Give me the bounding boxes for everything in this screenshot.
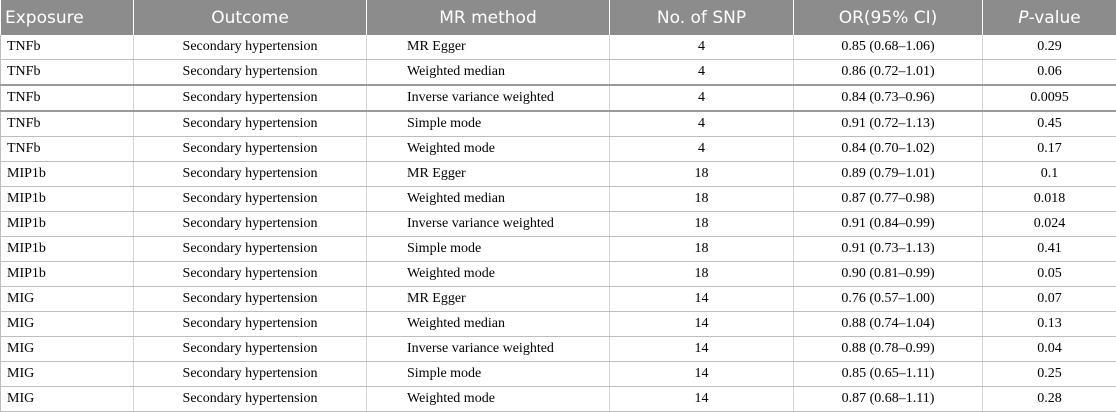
- cell-exposure: MIP1b: [1, 237, 134, 262]
- cell-no-of-snp: 4: [610, 35, 794, 60]
- header-exposure: Exposure: [1, 0, 134, 35]
- cell-exposure: MIP1b: [1, 262, 134, 287]
- table-row: [1, 35, 1116, 60]
- cell-no-of-snp: 14: [610, 337, 794, 362]
- cell-or-ci: 0.84 (0.73–0.96): [794, 85, 983, 111]
- cell-exposure: TNFb: [1, 111, 134, 137]
- table-row: [1, 237, 1116, 262]
- cell-p-value: 0.13: [983, 312, 1116, 337]
- cell-or-ci: 0.86 (0.72–1.01): [794, 60, 983, 86]
- cell-no-of-snp: 18: [610, 262, 794, 287]
- cell-no-of-snp: 4: [610, 60, 794, 86]
- cell-outcome: Secondary hypertension: [134, 35, 367, 60]
- cell-outcome: Secondary hypertension: [134, 362, 367, 387]
- table-row: [1, 111, 1116, 137]
- cell-no-of-snp: 18: [610, 237, 794, 262]
- header-no-of-snp: No. of SNP: [610, 0, 794, 35]
- table-row: [1, 212, 1116, 237]
- table-header: [1, 0, 1116, 35]
- cell-or-ci: 0.87 (0.77–0.98): [794, 187, 983, 212]
- cell-exposure: TNFb: [1, 35, 134, 60]
- table-row: [1, 60, 1116, 86]
- header-p-value: [983, 0, 1116, 35]
- cell-mr-method: Inverse variance weighted: [367, 85, 610, 111]
- table-row: [1, 162, 1116, 187]
- cell-p-value: 0.024: [983, 212, 1116, 237]
- cell-no-of-snp: 14: [610, 287, 794, 312]
- cell-no-of-snp: 4: [610, 85, 794, 111]
- cell-p-value: 0.04: [983, 337, 1116, 362]
- cell-mr-method: Weighted median: [367, 187, 610, 212]
- cell-exposure: TNFb: [1, 85, 134, 111]
- table-row: [1, 85, 1116, 111]
- cell-exposure: MIP1b: [1, 187, 134, 212]
- cell-p-value: 0.28: [983, 387, 1116, 412]
- cell-mr-method: Weighted median: [367, 312, 610, 337]
- cell-no-of-snp: 4: [610, 137, 794, 162]
- cell-or-ci: 0.91 (0.84–0.99): [794, 212, 983, 237]
- cell-p-value: 0.17: [983, 137, 1116, 162]
- cell-exposure: MIP1b: [1, 212, 134, 237]
- cell-exposure: TNFb: [1, 137, 134, 162]
- cell-or-ci: 0.91 (0.73–1.13): [794, 237, 983, 262]
- table-row: [1, 337, 1116, 362]
- cell-exposure: MIG: [1, 287, 134, 312]
- cell-no-of-snp: 18: [610, 212, 794, 237]
- cell-outcome: Secondary hypertension: [134, 212, 367, 237]
- cell-or-ci: 0.88 (0.74–1.04): [794, 312, 983, 337]
- cell-no-of-snp: 14: [610, 312, 794, 337]
- cell-mr-method: MR Egger: [367, 35, 610, 60]
- cell-exposure: MIG: [1, 312, 134, 337]
- cell-or-ci: 0.84 (0.70–1.02): [794, 137, 983, 162]
- cell-no-of-snp: 18: [610, 187, 794, 212]
- table-body: [1, 35, 1116, 412]
- cell-outcome: Secondary hypertension: [134, 312, 367, 337]
- cell-outcome: Secondary hypertension: [134, 60, 367, 86]
- table-row: [1, 137, 1116, 162]
- cell-p-value: 0.1: [983, 162, 1116, 187]
- cell-mr-method: Weighted mode: [367, 262, 610, 287]
- cell-exposure: MIG: [1, 387, 134, 412]
- cell-outcome: Secondary hypertension: [134, 237, 367, 262]
- cell-mr-method: Simple mode: [367, 362, 610, 387]
- cell-or-ci: 0.91 (0.72–1.13): [794, 111, 983, 137]
- cell-or-ci: 0.85 (0.65–1.11): [794, 362, 983, 387]
- cell-mr-method: Simple mode: [367, 237, 610, 262]
- cell-mr-method: MR Egger: [367, 162, 610, 187]
- header-mr-method: MR method: [367, 0, 610, 35]
- cell-p-value: 0.018: [983, 187, 1116, 212]
- header-p-rest: -value: [1029, 8, 1081, 28]
- header-row: [1, 0, 1116, 35]
- cell-exposure: MIG: [1, 362, 134, 387]
- cell-mr-method: Weighted mode: [367, 387, 610, 412]
- cell-exposure: MIG: [1, 337, 134, 362]
- cell-mr-method: Weighted mode: [367, 137, 610, 162]
- cell-p-value: 0.25: [983, 362, 1116, 387]
- cell-or-ci: 0.89 (0.79–1.01): [794, 162, 983, 187]
- table-row: [1, 362, 1116, 387]
- cell-mr-method: Inverse variance weighted: [367, 337, 610, 362]
- cell-mr-method: Inverse variance weighted: [367, 212, 610, 237]
- header-or-ci: OR(95% CI): [794, 0, 983, 35]
- cell-no-of-snp: 14: [610, 387, 794, 412]
- cell-or-ci: 0.76 (0.57–1.00): [794, 287, 983, 312]
- cell-outcome: Secondary hypertension: [134, 162, 367, 187]
- cell-outcome: Secondary hypertension: [134, 85, 367, 111]
- cell-or-ci: 0.88 (0.78–0.99): [794, 337, 983, 362]
- cell-outcome: Secondary hypertension: [134, 287, 367, 312]
- cell-p-value: 0.41: [983, 237, 1116, 262]
- table-row: [1, 262, 1116, 287]
- table-row: [1, 387, 1116, 412]
- cell-outcome: Secondary hypertension: [134, 111, 367, 137]
- cell-p-value: 0.07: [983, 287, 1116, 312]
- cell-exposure: MIP1b: [1, 162, 134, 187]
- cell-no-of-snp: 18: [610, 162, 794, 187]
- cell-no-of-snp: 14: [610, 362, 794, 387]
- table-row: [1, 312, 1116, 337]
- table-row: [1, 287, 1116, 312]
- cell-p-value: 0.0095: [983, 85, 1116, 111]
- cell-p-value: 0.29: [983, 35, 1116, 60]
- cell-mr-method: Weighted median: [367, 60, 610, 86]
- header-outcome: Outcome: [134, 0, 367, 35]
- cell-outcome: Secondary hypertension: [134, 262, 367, 287]
- cell-outcome: Secondary hypertension: [134, 137, 367, 162]
- header-p-italic: P: [1018, 8, 1028, 28]
- cell-mr-method: MR Egger: [367, 287, 610, 312]
- cell-outcome: Secondary hypertension: [134, 337, 367, 362]
- cell-or-ci: 0.85 (0.68–1.06): [794, 35, 983, 60]
- cell-p-value: 0.06: [983, 60, 1116, 86]
- cell-mr-method: Simple mode: [367, 111, 610, 137]
- cell-outcome: Secondary hypertension: [134, 387, 367, 412]
- cell-p-value: 0.45: [983, 111, 1116, 137]
- cell-p-value: 0.05: [983, 262, 1116, 287]
- cell-no-of-snp: 4: [610, 111, 794, 137]
- table-row: [1, 187, 1116, 212]
- cell-or-ci: 0.87 (0.68–1.11): [794, 387, 983, 412]
- cell-exposure: TNFb: [1, 60, 134, 86]
- cell-outcome: Secondary hypertension: [134, 187, 367, 212]
- cell-or-ci: 0.90 (0.81–0.99): [794, 262, 983, 287]
